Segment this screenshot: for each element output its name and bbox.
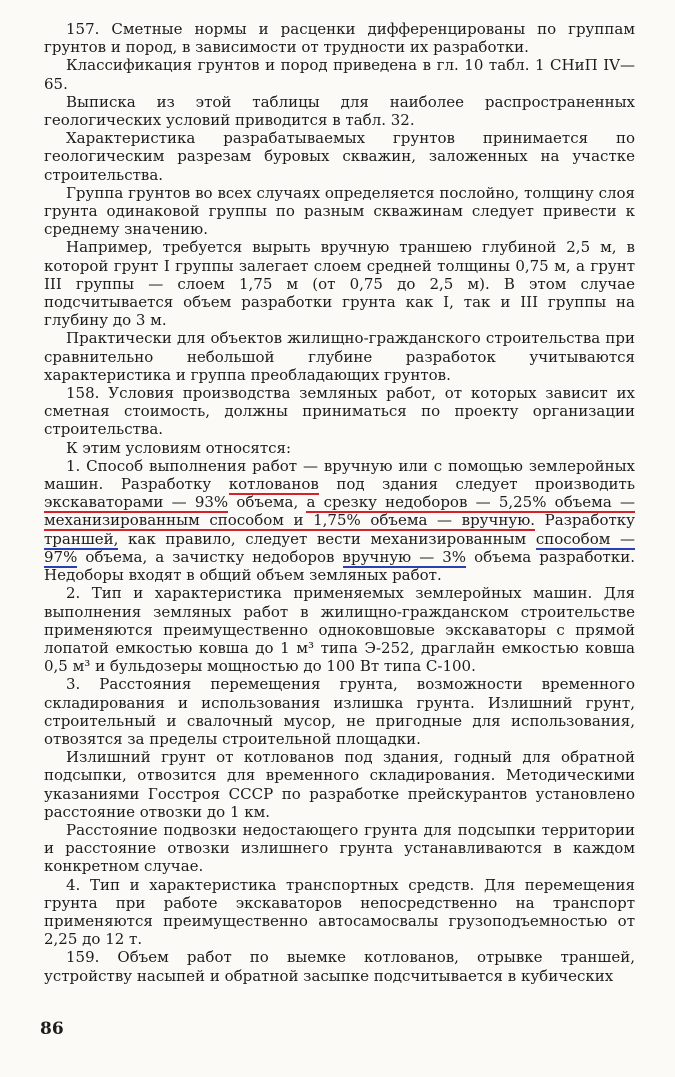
paragraph-characteristics: Характеристика разрабатываемых грунтов принимается по геологическим разрезам буровых скважин, заложенных на участке строительства. bbox=[44, 129, 635, 184]
paragraph-158: 158. Условия производства земляных работ, от которых зависит их сметная стоимость, должны приниматься по проекту организации строительства. bbox=[44, 384, 635, 439]
paragraph-classification: Классификация грунтов и пород приведена в гл. 10 табл. 1 СНиП IV—65. bbox=[44, 56, 635, 93]
paragraph-item-3: 3. Расстояния перемещения грунта, возможности временного складирования и использования излишка грунта. Излишний грунт, строительный и свалочный мусор, не пригодные для использования, отвозятся за пределы строительной площадки. bbox=[44, 675, 635, 748]
paragraph-practical: Практически для объектов жилищно-гражданского строительства при сравнительно небольшой глубине разработок учитываются характеристика и группа преобладающих грунтов. bbox=[44, 329, 635, 384]
paragraph-extract: Выписка из этой таблицы для наиболее распространенных геологических условий приводится в табл. 32. bbox=[44, 92, 635, 130]
body-text bbox=[44, 20, 635, 985]
underline-kotlovanov: котлованов bbox=[228, 475, 319, 494]
item-1-text: объема, bbox=[228, 493, 307, 512]
underline-transhei: траншей, bbox=[44, 529, 119, 548]
paragraph-item-4: 4. Тип и характеристика транспортных средств. Для перемещения грунта при работе экскаваторов непосредственно на транспорт применяются преимущественно автосамосвалы грузоподъемностью от 2,25 до 12 т. bbox=[44, 875, 635, 949]
item-1-text: объема разработки. Недоборы входят в общий объем земляных работ. bbox=[44, 547, 635, 585]
underline-sposobom-97: способом — 97% bbox=[44, 529, 635, 566]
paragraph-distance: Расстояние подвозки недостающего грунта для подсыпки территории и расстояние отвозки излишнего грунта устанавливаются в каждом конкретном случае. bbox=[44, 820, 635, 876]
paragraph-example: Например, требуется вырыть вручную траншею глубиной 2,5 м, в которой грунт I группы залегает слоем средней толщины 0,75 м, а грунт III группы — слоем 1,75 м (от 0,75 до 2,5 м). В этом случае подсчитывается объем разработки грунта как I, так и III группы на глубину до 3 м. bbox=[44, 238, 635, 330]
underline-nedobory: а срезку недоборов — 5,25% объема — механизированным способом и 1,75% объема — вручную. bbox=[44, 493, 635, 530]
paragraph-item-2: 2. Тип и характеристика применяемых землеройных машин. Для выполнения земляных работ в жилищно-гражданском строительстве применяются преимущественно одноковшовые экскаваторы с прямой лопатой емкостью ковша до 1 м³ типа Э-252, драглайн емкостью ковша 0,5 м³ и бульдозеры мощностью до 100 Вт типа С-100. bbox=[44, 584, 635, 676]
paragraph-conditions: К этим условиям относятся: bbox=[66, 438, 292, 457]
item-1-text: как правило, следует вести механизированным bbox=[118, 529, 536, 548]
paragraph-159: 159. Объем работ по выемке котлованов, отрывке траншей, устройству насыпей и обратной засыпке подсчитывается в кубических bbox=[44, 948, 635, 985]
item-1-text: объема, а зачистку недоборов bbox=[77, 547, 343, 566]
item-1-text: Разработку bbox=[535, 511, 635, 530]
paragraph-item-1 bbox=[44, 457, 635, 584]
underline-excavators-93: экскаваторами — 93% bbox=[44, 493, 229, 512]
page-number: 86 bbox=[40, 1019, 64, 1039]
paragraph-157: 157. Сметные нормы и расценки дифференцированы по группам грунтов и пород, в зависимости от трудности их разработки. bbox=[44, 20, 635, 57]
paragraph-soil-group: Группа грунтов во всех случаях определяется послойно, толщину слоя грунта одинаковой группы по разным скважинам следует привести к среднему значению. bbox=[44, 183, 635, 239]
item-1-text: 1. Способ выполнения работ — вручную или с помощью землеройных машин. Разработку bbox=[44, 456, 635, 494]
underline-vruchnuyu-3: вручную — 3% bbox=[342, 547, 467, 566]
item-1-text: под здания следует производить bbox=[318, 475, 635, 494]
paragraph-excess-soil: Излишний грунт от котлованов под здания, годный для обратной подсыпки, отвозится для временного складирования. Методическими указаниями Госстроя СССР по разработке прейскурантов установлено расстояние отвозки до 1 км. bbox=[44, 748, 635, 821]
